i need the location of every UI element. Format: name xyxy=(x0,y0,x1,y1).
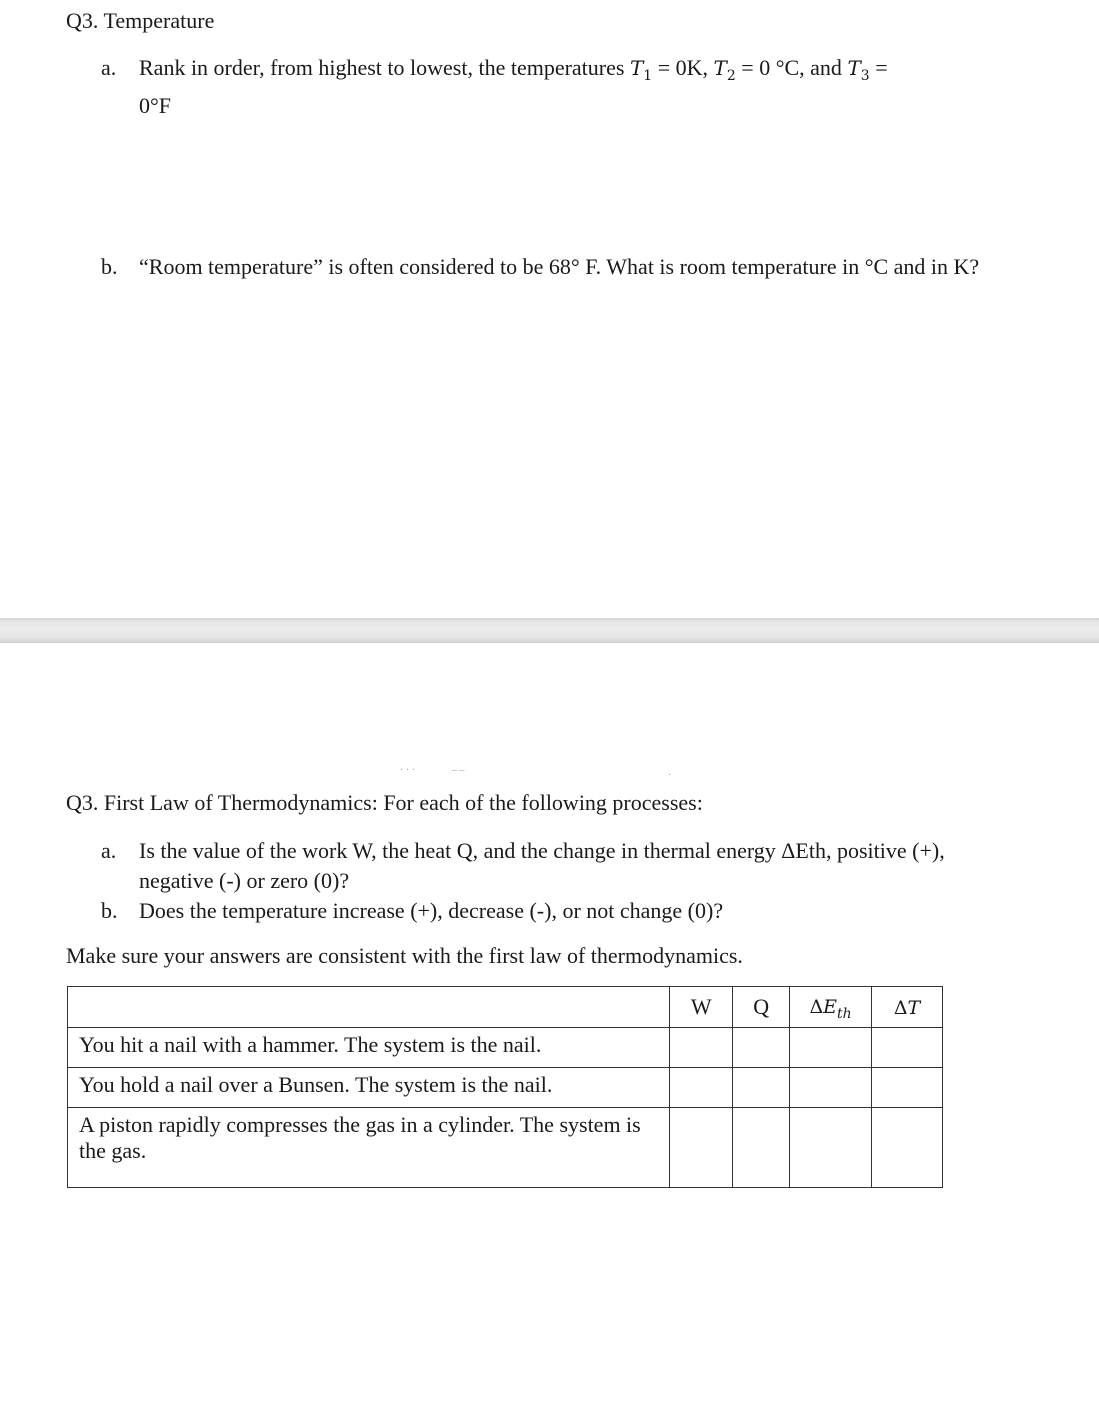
first-law-item-b-text: Does the temperature increase (+), decrease (-), or not change (0)? xyxy=(139,898,724,923)
header-heat: Q xyxy=(733,987,790,1028)
item-b-text: “Room temperature” is often considered to be 68° F. What is room temperature in °C and in K? xyxy=(139,254,980,279)
temperature-item-a xyxy=(101,53,1001,121)
temperature-item-b xyxy=(101,252,1001,282)
item-b-marker: b. xyxy=(101,898,118,923)
answer-cell-t[interactable] xyxy=(872,1028,943,1068)
table-header-row xyxy=(68,987,943,1028)
answer-cell-q[interactable] xyxy=(733,1108,790,1188)
consistency-note: Make sure your answers are consistent with the first law of thermodynamics. xyxy=(66,943,743,968)
page-separator xyxy=(0,618,1099,643)
answer-cell-eth[interactable] xyxy=(790,1068,872,1108)
answer-cell-w[interactable] xyxy=(670,1028,733,1068)
item-a-marker: a. xyxy=(101,55,117,80)
item-b-marker: b. xyxy=(101,254,118,279)
header-thermal-energy: $\Delta E_{th}$ xyxy=(790,987,872,1028)
row-description: You hold a nail over a Bunsen. The system is the nail. xyxy=(68,1068,670,1108)
scan-speck: · · · xyxy=(400,765,415,776)
scan-speck: · xyxy=(668,770,672,781)
scan-speck: – – xyxy=(452,765,465,776)
answer-table xyxy=(67,986,943,1188)
answer-cell-eth[interactable] xyxy=(790,1028,872,1068)
item-a-marker: a. xyxy=(101,838,117,863)
answer-cell-t[interactable] xyxy=(872,1108,943,1188)
first-law-item-a xyxy=(101,836,1001,896)
header-blank-cell xyxy=(68,987,670,1028)
header-work: W xyxy=(670,987,733,1028)
table-row xyxy=(68,1108,943,1188)
answer-cell-t[interactable] xyxy=(872,1068,943,1108)
item-a-text: Rank in order, from highest to lowest, the temperatures $T_1 = 0K$, $T_2 = 0$ °C, and $T_3$ = 0°F xyxy=(139,55,888,118)
row-description: You hit a nail with a hammer. The system is the nail. xyxy=(68,1028,670,1068)
t3-symbol: $T_3$ xyxy=(847,56,870,84)
temperature-heading: Q3. Temperature xyxy=(66,8,215,33)
first-law-heading: Q3. First Law of Thermodynamics: For each of the following processes: xyxy=(66,790,703,815)
page-top xyxy=(0,0,1099,618)
t1-symbol: $T_1$ xyxy=(629,56,653,84)
answer-cell-w[interactable] xyxy=(670,1108,733,1188)
answer-cell-q[interactable] xyxy=(733,1068,790,1108)
item-a-line2: 0°F xyxy=(139,93,172,118)
table-row xyxy=(68,1028,943,1068)
header-temperature-change: ΔT xyxy=(872,987,943,1028)
row-description: A piston rapidly compresses the gas in a cylinder. The system is the gas. xyxy=(68,1108,670,1188)
first-law-item-a-text: Is the value of the work W, the heat Q, and the change in thermal energy ΔEth, positive (+), negative (-) or zero (0)? xyxy=(139,838,945,893)
table-row xyxy=(68,1068,943,1108)
first-law-item-b xyxy=(101,896,1001,926)
answer-cell-w[interactable] xyxy=(670,1068,733,1108)
answer-cell-q[interactable] xyxy=(733,1028,790,1068)
answer-cell-eth[interactable] xyxy=(790,1108,872,1188)
t2-symbol: $T_2$ xyxy=(713,56,736,84)
